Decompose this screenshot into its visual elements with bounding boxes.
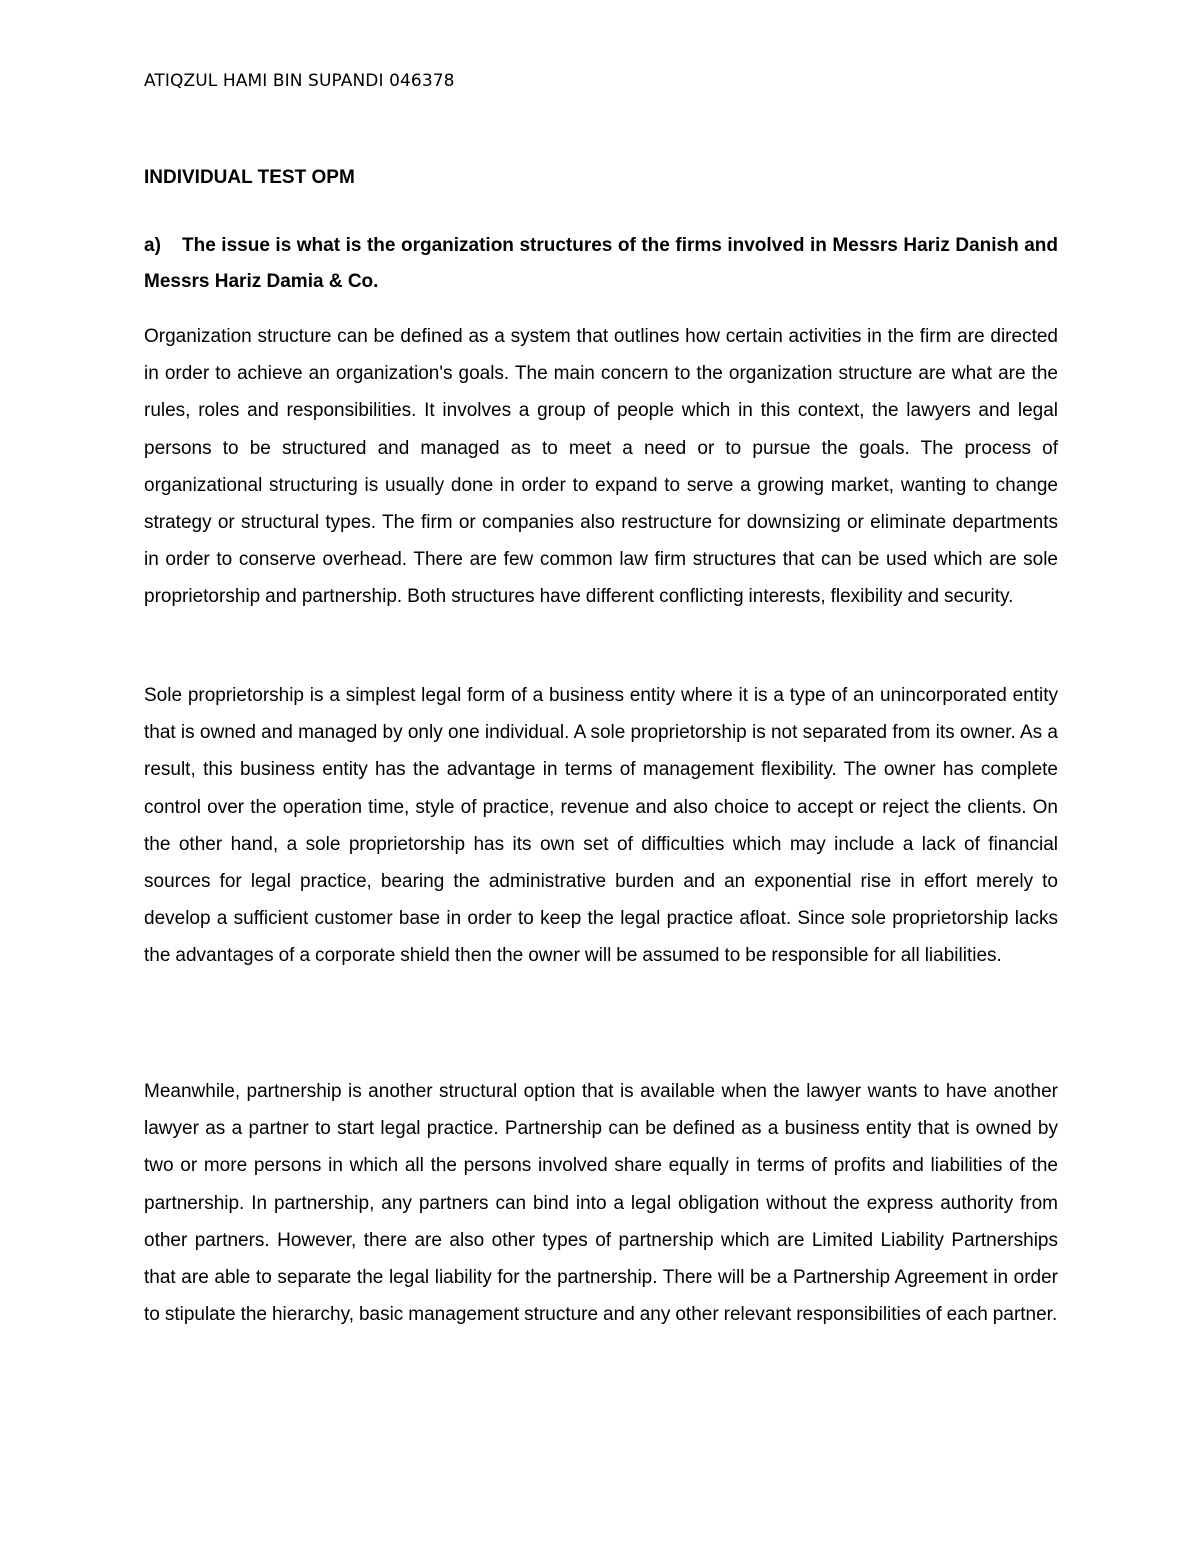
issue-text: The issue is what is the organization structures of the firms involved in Messrs Hariz Danish and Messrs Hariz Damia & Co. xyxy=(144,235,1058,292)
document-title: INDIVIDUAL TEST OPM xyxy=(144,167,355,188)
issue-heading xyxy=(144,228,1058,300)
paragraph-partnership: Meanwhile, partnership is another structural option that is available when the lawyer wants to have another lawyer as a partner to start legal practice. Partnership can be defined as a business entity that is owned by two or more persons in which all the persons involved share equally in terms of profits and liabilities of the partnership. In partnership, any partners can bind into a legal obligation without the express authority from other partners. However, there are also other types of partnership which are Limited Liability Partnerships that are able to separate the legal liability for the partnership. There will be a Partnership Agreement in order to stipulate the hierarchy, basic management structure and any other relevant responsibilities of each partner. xyxy=(144,1081,1058,1326)
paragraph-organization-structure: Organization structure can be defined as a system that outlines how certain activities in the firm are directed in order to achieve an organization's goals. The main concern to the organization structure are what are the rules, roles and responsibilities. It involves a group of people which in this context, the lawyers and legal persons to be structured and managed as to meet a need or to pursue the goals. The process of organizational structuring is usually done in order to expand to serve a growing market, wanting to change strategy or structural types. The firm or companies also restructure for downsizing or eliminate departments in order to conserve overhead. There are few common law firm structures that can be used which are sole proprietorship and partnership. Both structures have different conflicting interests, flexibility and security. xyxy=(144,326,1058,608)
page-header: ATIQZUL HAMI BIN SUPANDI 046378 xyxy=(144,71,455,91)
paragraph-sole-proprietorship: Sole proprietorship is a simplest legal form of a business entity where it is a type of an unincorporated entity that is owned and managed by only one individual. A sole proprietorship is not separated from its owner. As a result, this business entity has the advantage in terms of management flexibility. The owner has complete control over the operation time, style of practice, revenue and also choice to accept or reject the clients. On the other hand, a sole proprietorship has its own set of difficulties which may include a lack of financial sources for legal practice, bearing the administrative burden and an exponential rise in effort merely to develop a sufficient customer base in order to keep the legal practice afloat. Since sole proprietorship lacks the advantages of a corporate shield then the owner will be assumed to be responsible for all liabilities. xyxy=(144,685,1058,967)
issue-label: a) xyxy=(144,235,161,256)
